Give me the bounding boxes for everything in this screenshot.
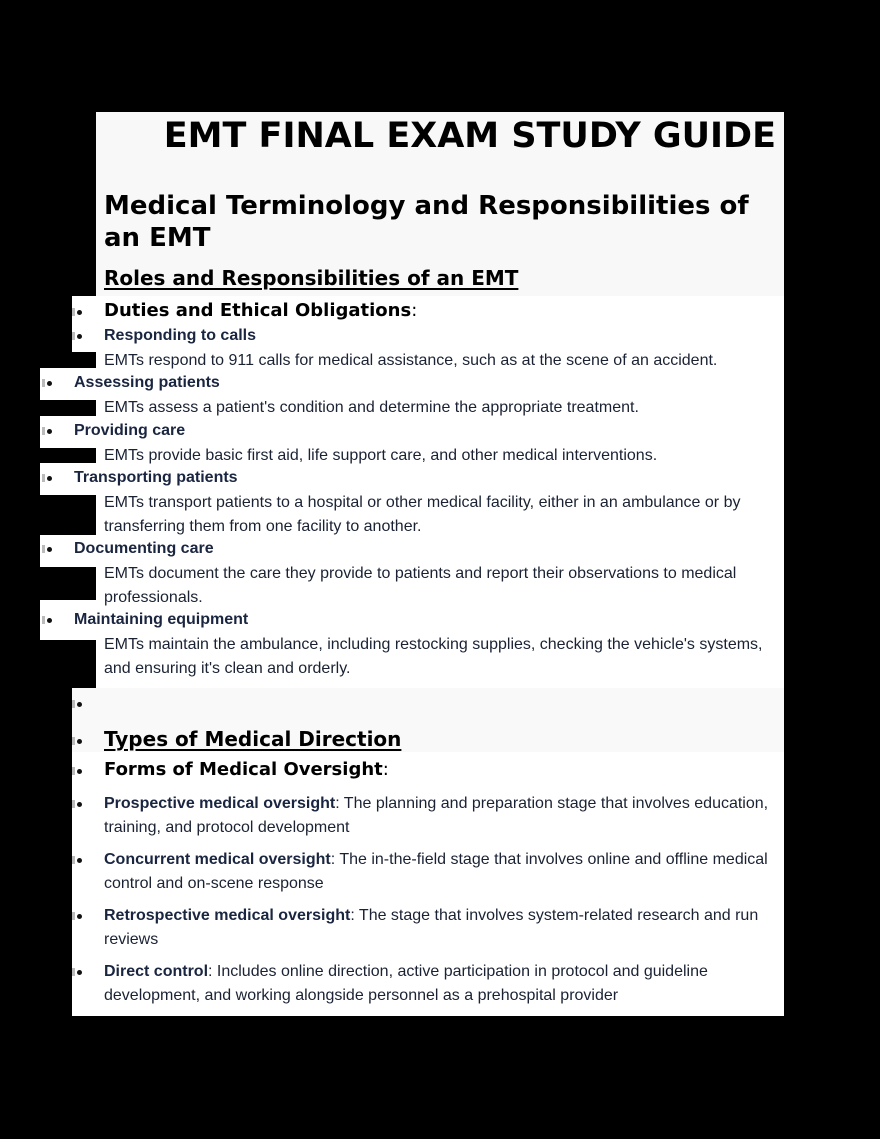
duty-label: Providing care: [74, 422, 186, 439]
oversight-text: : Includes online direction, active participation in protocol and guideline development, and working alongside personnel as a prehospital provider: [104, 963, 708, 1004]
oversight-item: [104, 960, 724, 1007]
duties-heading: [104, 300, 417, 321]
oversight-item: [104, 848, 769, 895]
bullet-icon: [42, 542, 56, 556]
duty-text: EMTs document the care they provide to patients and report their observations to medical professionals.: [104, 565, 737, 606]
bullet-icon: [72, 965, 86, 979]
colon: :: [382, 759, 389, 780]
subsection-heading-direction: Types of Medical Direction: [104, 727, 402, 751]
duties-heading-text: Duties and Ethical Obligations: [104, 300, 412, 321]
bullet-icon: [72, 329, 86, 343]
oversight-item: [104, 904, 769, 951]
bullet-icon: [42, 424, 56, 438]
bullet-icon: [42, 613, 56, 627]
oversight-term: Retrospective medical oversight: [104, 907, 351, 924]
duty-label: Transporting patients: [74, 469, 238, 486]
subsection-heading-roles: Roles and Responsibilities of an EMT: [104, 266, 519, 290]
oversight-item: [104, 792, 769, 839]
bullet-icon: [72, 909, 86, 923]
document-title: EMT FINAL EXAM STUDY GUIDE: [163, 116, 776, 156]
bullet-icon: [72, 853, 86, 867]
duty-label: Assessing patients: [74, 374, 220, 391]
oversight-heading: [104, 759, 389, 780]
bullet-icon: [72, 734, 86, 748]
oversight-term: Direct control: [104, 963, 209, 980]
bullet-icon: [72, 797, 86, 811]
oversight-term: Concurrent medical oversight: [104, 851, 331, 868]
duty-text: EMTs provide basic first aid, life support care, and other medical interventions.: [104, 447, 658, 464]
oversight-text: : The planning and preparation stage that involves education, training, and protocol development: [104, 795, 769, 836]
oversight-heading-text: Forms of Medical Oversight: [104, 759, 383, 780]
duty-label: Responding to calls: [104, 327, 257, 344]
bullet-icon: [72, 764, 86, 778]
oversight-term: Prospective medical oversight: [104, 795, 336, 812]
bullet-icon: [42, 471, 56, 485]
bullet-icon: [72, 305, 86, 319]
duty-text: EMTs maintain the ambulance, including restocking supplies, checking the vehicle's systems, and ensuring it's clean and orderly.: [104, 636, 763, 677]
duty-label: Maintaining equipment: [74, 611, 249, 628]
duty-text: EMTs transport patients to a hospital or other medical facility, either in an ambulance or by transferring them from one facility to another.: [104, 494, 741, 535]
bullet-icon: [42, 376, 56, 390]
bullet-icon: [72, 697, 86, 711]
duty-text: EMTs assess a patient's condition and determine the appropriate treatment.: [104, 399, 639, 416]
oversight-text: : The stage that involves system-related research and run reviews: [104, 907, 759, 948]
duty-text: EMTs respond to 911 calls for medical assistance, such as at the scene of an accident.: [104, 352, 718, 369]
duty-label: Documenting care: [74, 540, 214, 557]
section-heading: Medical Terminology and Responsibilities of an EMT: [104, 191, 749, 253]
colon: :: [411, 300, 418, 321]
oversight-text: : The in-the-field stage that involves online and offline medical control and on-scene response: [104, 851, 768, 892]
